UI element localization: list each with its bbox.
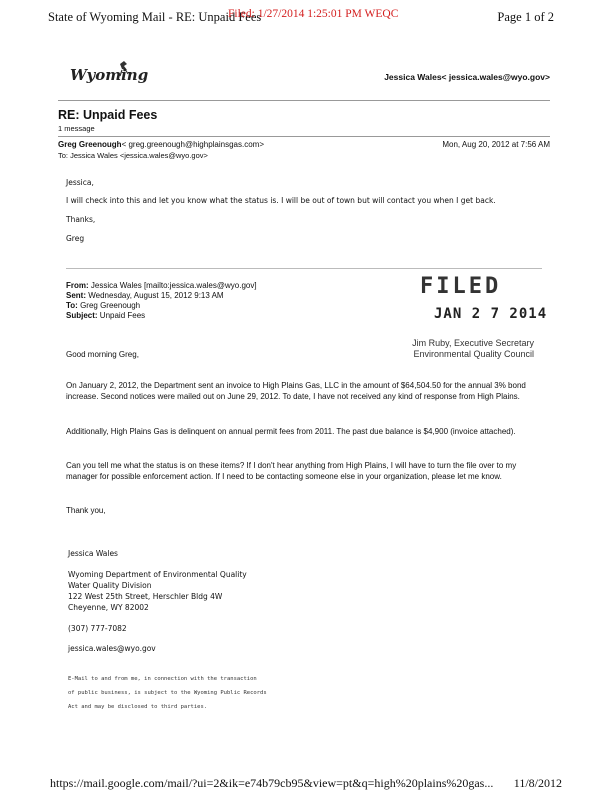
print-header-title: State of Wyoming Mail - RE: Unpaid Fees [48,10,262,24]
quoted-from-value: Jessica Wales [mailto:jessica.wales@wyo.gov] [90,281,257,290]
filed-stamp-header: Filed: 1/27/2014 1:25:01 PM WEQC [228,8,399,20]
thread-subject: RE: Unpaid Fees [58,108,158,122]
thread-divider [58,136,550,137]
disclaimer-line: E-Mail to and from me, in connection with the transaction [68,676,257,682]
reply-line: Thanks, [66,215,96,224]
quoted-subject [66,311,145,320]
quoted-sent [66,291,224,300]
quote-divider [66,268,542,269]
reply-to: To: Jessica Wales <jessica.wales@wyo.gov> [58,151,208,160]
disclaimer-line: of public business, is subject to the Wyoming Public Records [68,690,267,696]
quoted-from-label: From: [66,281,89,290]
reply-sender-email: < greg.greenough@highplainsgas.com> [121,140,265,149]
signature-city: Cheyenne, WY 82002 [68,603,149,612]
filed-stamp-date: JAN 2 7 2014 [434,306,548,322]
account-name: Jessica Wales< jessica.wales@wyo.gov> [384,72,550,82]
wyoming-logo [70,60,149,90]
signature-phone: (307) 777-7082 [68,624,127,633]
quoted-to [66,301,140,310]
signature-name: Jessica Wales [68,549,118,558]
reply-line: Greg [66,234,85,243]
quoted-sent-value: Wednesday, August 15, 2012 9:13 AM [88,291,224,300]
reply-line: Jessica, [66,178,94,187]
message-greeting: Good morning Greg, [66,350,139,359]
header-divider [58,100,550,101]
filed-stamp-word: FILED [420,274,502,299]
disclaimer-line: Act and may be disclosed to third parties. [68,704,208,710]
quoted-to-value: Greg Greenough [80,301,141,310]
signature-division: Water Quality Division [68,581,152,590]
quoted-subject-value: Unpaid Fees [99,311,146,320]
message-paragraph-1: On January 2, 2012, the Department sent an invoice to High Plains Gas, LLC in the amount of $64,504.50 for the annual 3% bond increase. Second notices were mailed out on June 29, 2012. To date, I have not received any kind of response from High Plains. [66,381,526,401]
filed-stamp-council: Environmental Quality Council [413,349,534,359]
filed-stamp-signer: Jim Ruby, Executive Secretary [412,338,534,348]
quoted-subject-label: Subject: [66,311,98,320]
reply-sender [58,140,264,149]
reply-line: I will check into this and let you know what the status is. I will be out of town but will contact you when I get back. [66,196,496,205]
quoted-sent-label: Sent: [66,291,86,300]
message-count: 1 message [58,124,95,133]
message-paragraph-2: Additionally, High Plains Gas is delinquent on annual permit fees from 2011. The past due balance is $4,900 (invoice attached). [66,427,516,436]
print-footer-url: https://mail.google.com/mail/?ui=2&ik=e74b79cb95&view=pt&q=high%20plains%20gas... [50,776,494,790]
reply-sender-name: Greg Greenough [58,140,122,149]
reply-date: Mon, Aug 20, 2012 at 7:56 AM [442,140,550,149]
quoted-from [66,281,257,290]
message-closing: Thank you, [66,506,106,515]
signature-address: 122 West 25th Street, Herschler Bldg 4W [68,592,223,601]
signature-email: jessica.wales@wyo.gov [68,644,156,653]
print-footer-date: 11/8/2012 [513,776,562,790]
message-paragraph-3: Can you tell me what the status is on these items? If I don't hear anything from High Plains, I will have to turn the file over to my manager for possible enforcement action. If I need to be contacting someone else in your organization, please let me know. [66,461,517,481]
quoted-to-label: To: [66,301,78,310]
page-number: Page 1 of 2 [497,10,554,24]
logo-text: Wyoming [70,66,149,84]
signature-org: Wyoming Department of Environmental Quality [68,570,247,579]
